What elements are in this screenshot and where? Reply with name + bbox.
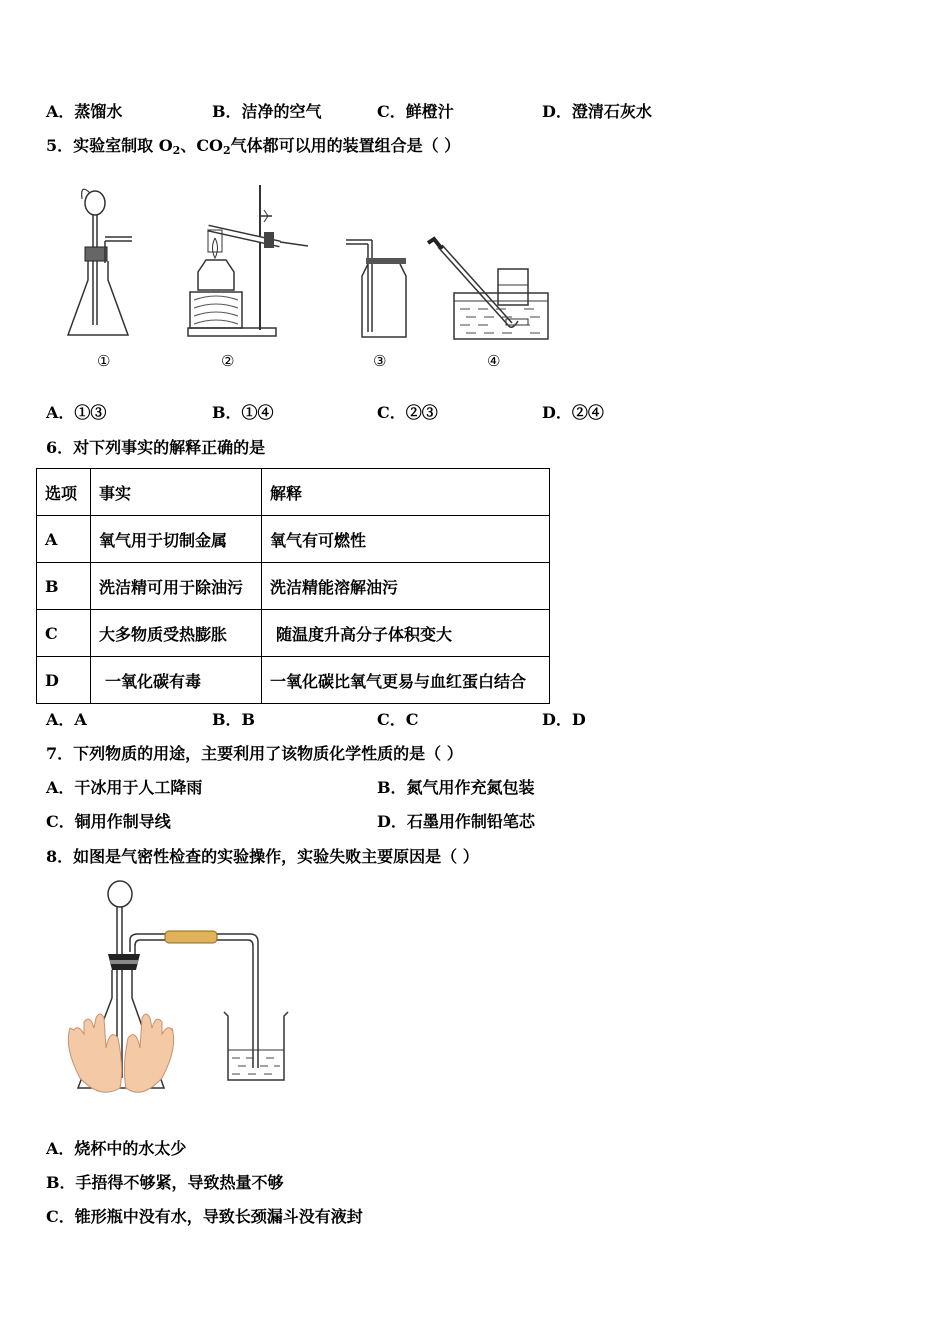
q8-stem: 8．如图是气密性检查的实验操作，实验失败主要原因是（ ） [46, 847, 479, 866]
q5-option-b[interactable]: B．①④ [212, 403, 274, 422]
table-row [37, 563, 550, 610]
q7-option-d[interactable]: D．石墨用作制铅笔芯 [377, 812, 535, 831]
q8-option-a[interactable]: A．烧杯中的水太少 [46, 1139, 187, 1158]
row-option: B [37, 563, 91, 610]
apparatus-4-water-trough [420, 235, 555, 345]
row-fact: 大多物质受热膨胀 [91, 610, 262, 657]
q7-stem: 7．下列物质的用途，主要利用了该物质化学性质的是（ ） [46, 744, 463, 763]
q8-option-b[interactable]: B．手捂得不够紧，导致热量不够 [46, 1173, 284, 1192]
apparatus-4-label: ④ [487, 352, 501, 370]
q6-stem: 6．对下列事实的解释正确的是 [46, 438, 266, 457]
apparatus-1-label: ① [97, 352, 111, 370]
table-row [37, 610, 550, 657]
q4-option-a[interactable]: A．蒸馏水 [46, 102, 123, 121]
apparatus-3-collection-bottle [340, 232, 415, 342]
q4-option-c[interactable]: C．鲜橙汁 [377, 102, 454, 121]
row-fact: 一氧化碳有毒 [91, 657, 262, 704]
q6-option-b[interactable]: B．B [212, 710, 256, 729]
table-row [37, 516, 550, 563]
table-row [37, 657, 550, 704]
q6-option-c[interactable]: C．C [377, 710, 419, 729]
q6-option-a[interactable]: A．A [46, 710, 87, 729]
apparatus-1-flask-funnel [60, 185, 140, 345]
q4-option-d[interactable]: D．澄清石灰水 [542, 102, 652, 121]
q7-option-b[interactable]: B．氮气用作充氮包装 [377, 778, 535, 797]
table-header-row [37, 469, 550, 516]
row-option: C [37, 610, 91, 657]
row-fact: 洗洁精可用于除油污 [91, 563, 262, 610]
apparatus-3-label: ③ [373, 352, 387, 370]
q5-option-d[interactable]: D．②④ [542, 403, 604, 422]
header-explanation: 解释 [262, 469, 550, 516]
q7-option-c[interactable]: C．铜用作制导线 [46, 812, 171, 831]
q5-option-c[interactable]: C．②③ [377, 403, 438, 422]
header-option: 选项 [37, 469, 91, 516]
row-explanation: 一氧化碳比氧气更易与血红蛋白结合 [262, 657, 550, 704]
apparatus-2-label: ② [221, 352, 235, 370]
q7-option-a[interactable]: A．干冰用于人工降雨 [46, 778, 203, 797]
facts-table [36, 468, 550, 704]
row-explanation: 氧气有可燃性 [262, 516, 550, 563]
airtightness-check-figure [60, 878, 300, 1103]
q6-option-d[interactable]: D．D [542, 710, 586, 729]
q5-option-a[interactable]: A．①③ [46, 403, 107, 422]
q8-option-c[interactable]: C．锥形瓶中没有水，导致长颈漏斗没有液封 [46, 1207, 363, 1226]
row-option: A [37, 516, 91, 563]
q4-option-b[interactable]: B．洁净的空气 [212, 102, 322, 121]
row-option: D [37, 657, 91, 704]
row-explanation: 洗洁精能溶解油污 [262, 563, 550, 610]
row-fact: 氧气用于切制金属 [91, 516, 262, 563]
header-fact: 事实 [91, 469, 262, 516]
row-explanation: 随温度升高分子体积变大 [262, 610, 550, 657]
apparatus-2-heating-stand [180, 180, 315, 345]
q5-stem: 5．实验室制取 $O_2$、$CO_2$气体都可以用的装置组合是（ ） [46, 136, 461, 157]
